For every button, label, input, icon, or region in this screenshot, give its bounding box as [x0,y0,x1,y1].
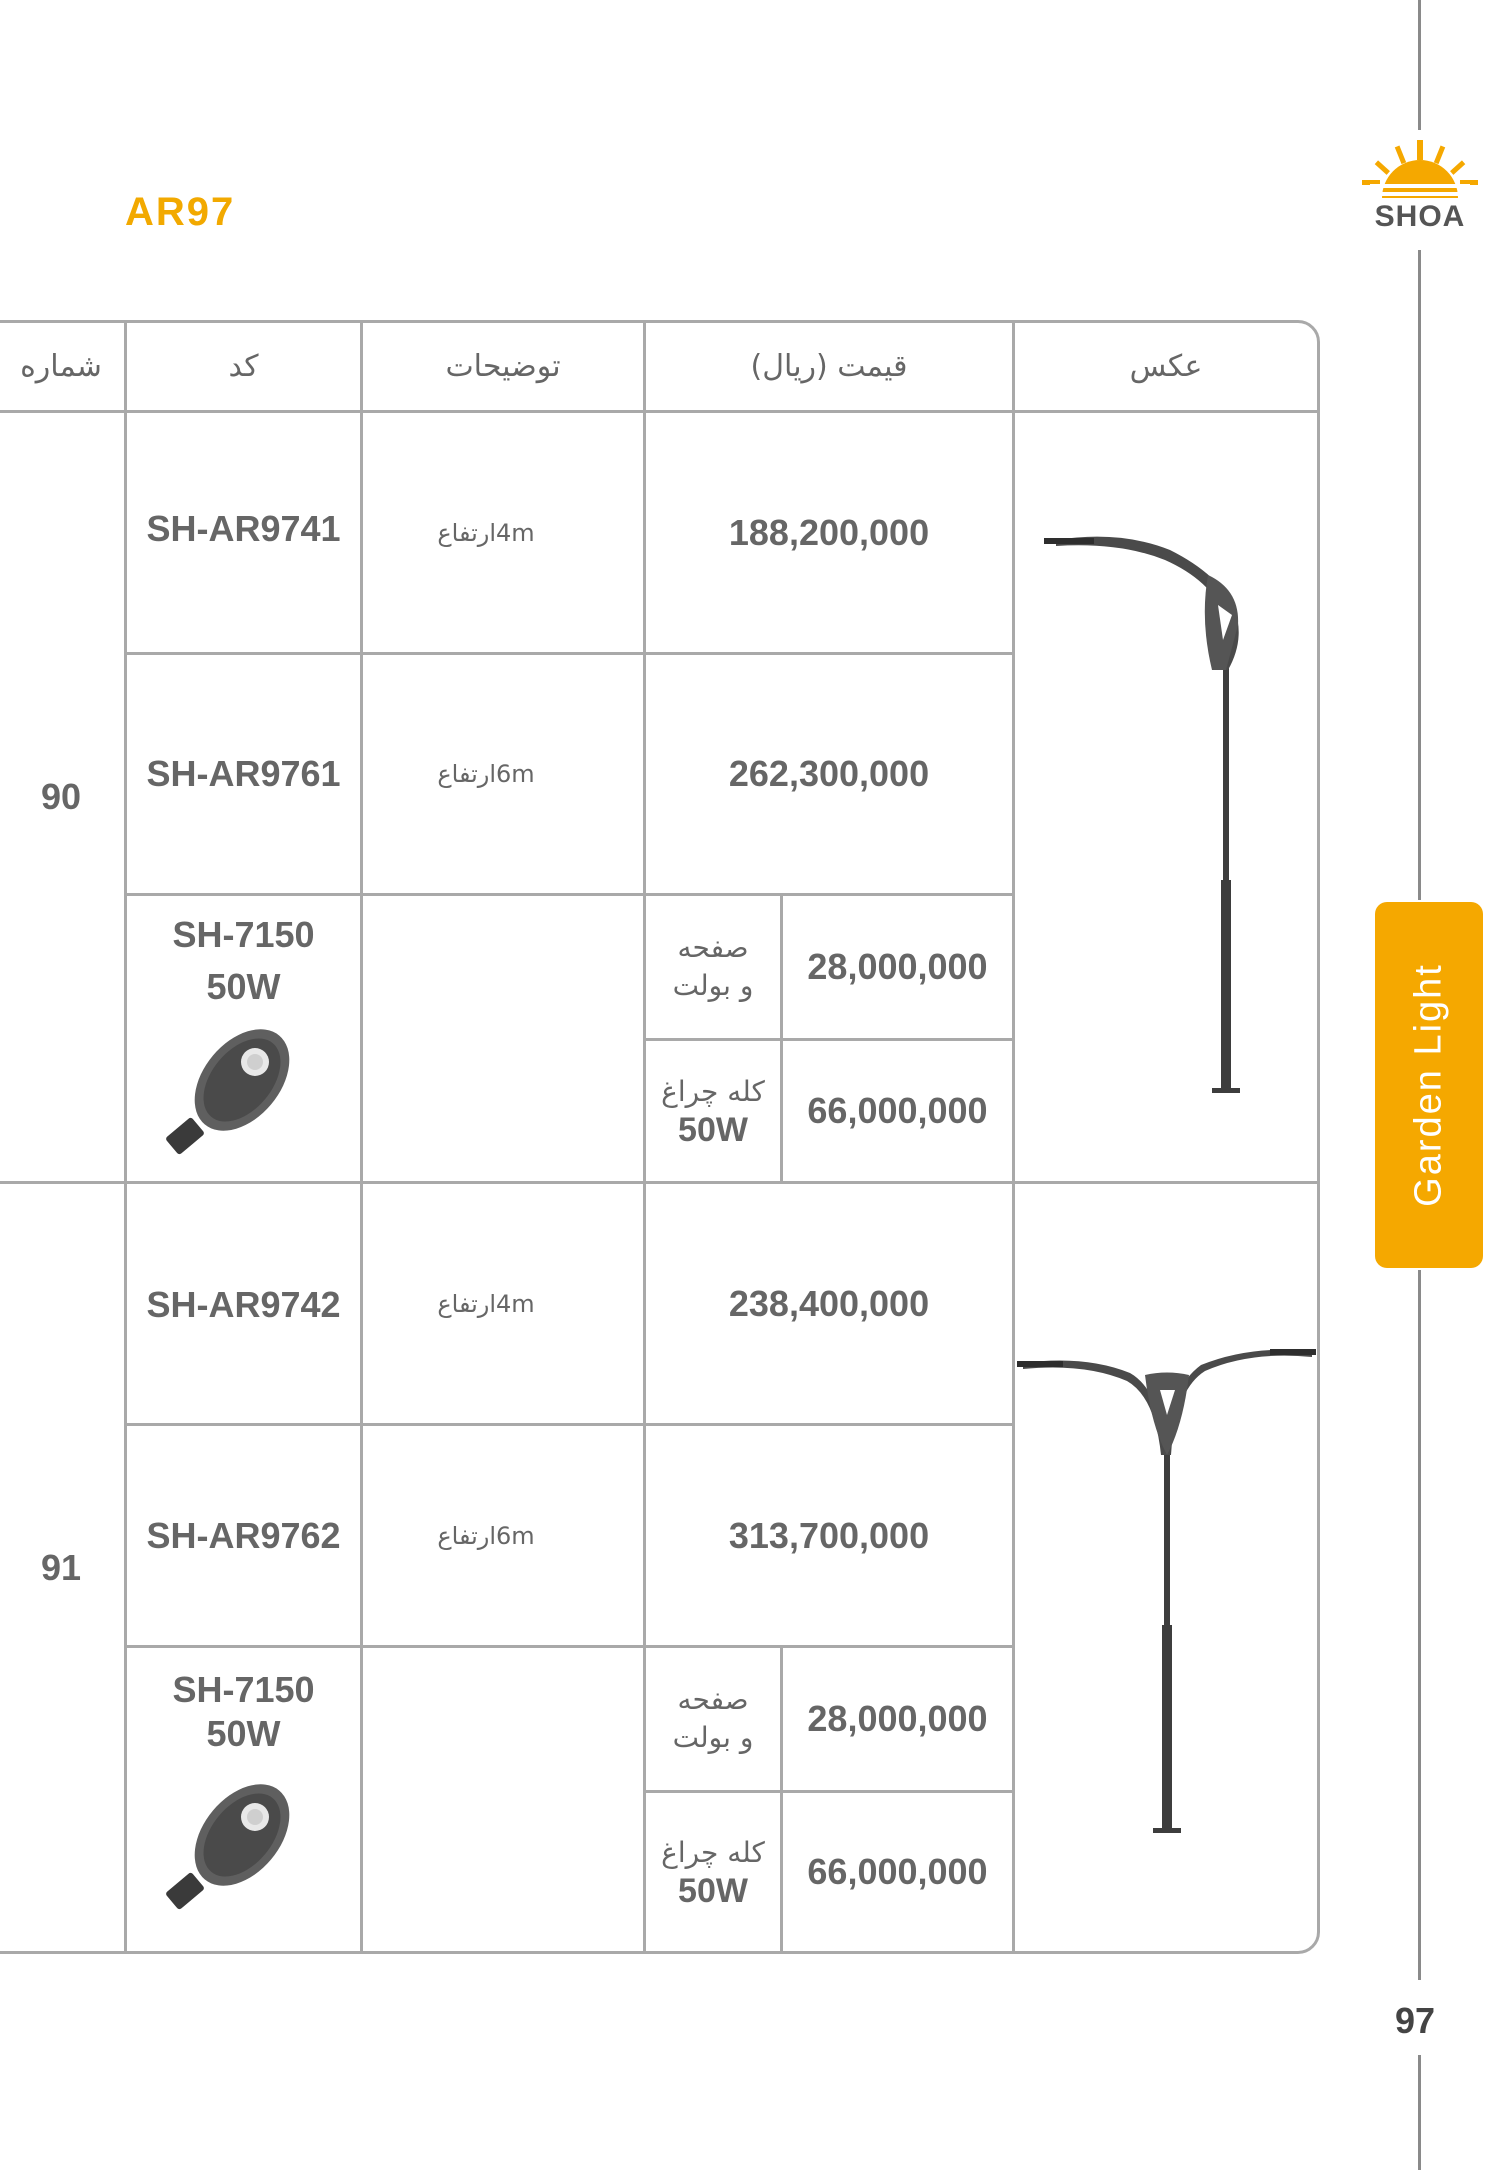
group-number: 91 [40,1547,82,1588]
description-label: ارتفاع [437,1289,497,1318]
lamp-head-power: 50W [206,966,281,1007]
header-number: شماره [20,349,102,384]
shoa-logo [1360,140,1480,240]
lamp-head-image [160,1775,300,1915]
category-tab[interactable] [1375,902,1483,1268]
price: 188,200,000 [728,511,930,553]
lamp-head-label [646,1793,780,1951]
side-divider-line [1418,1270,1421,1980]
sun-icon [1360,140,1480,202]
lamp-head-label-text: کله چراغ [661,1836,765,1869]
description-label: ارتفاع [437,1521,497,1550]
side-divider-line [1418,250,1421,900]
product-code: SH-AR9761 [146,753,341,794]
pole-image-double-arm [1015,1345,1320,1855]
description [363,413,643,652]
group-number: 90 [40,776,82,817]
side-divider-line [1418,0,1421,130]
description-value: 4m [496,518,535,547]
description-value: 4m [496,1289,535,1318]
header-price: قیمت (ریال) [750,349,908,384]
plate-bolt-price: 28,000,000 [807,945,988,987]
price: 313,700,000 [728,1514,930,1556]
lamp-head-price: 66,000,000 [807,1851,988,1892]
header-code: کد [228,349,259,384]
lamp-head-code [127,906,360,1016]
product-code: SH-AR9742 [146,1284,341,1325]
side-divider-line [1418,2055,1421,2170]
price: 262,300,000 [728,753,930,794]
plate-bolt-label [646,1648,780,1790]
plate-bolt-label [646,895,780,1038]
category-tab-label: Garden Light [1407,963,1450,1207]
description-value: 6m [496,1521,535,1550]
price: 238,400,000 [728,1282,930,1324]
plate-bolt-price: 28,000,000 [807,1698,988,1739]
lamp-head-code-text: SH-7150 [172,914,315,955]
lamp-head-code-text: SH-7150 [172,1669,315,1710]
lamp-head-label [646,1041,780,1181]
description [363,1426,643,1645]
pole-image-single-arm [1040,520,1300,1110]
lamp-head-label-power: 50W [678,1872,748,1910]
description-value: 6m [496,760,535,788]
lamp-head-label-power: 50W [678,1111,748,1149]
plate-label-line-2: و بولت [672,968,754,1002]
plate-label-line-2: و بولت [672,1721,754,1754]
description-label: ارتفاع [437,760,497,788]
lamp-head-image [160,1020,300,1160]
description [363,1184,643,1423]
plate-label-line-1: صفحه [677,930,749,964]
plate-label-line-1: صفحه [677,1683,749,1716]
model-title: AR97 [125,190,236,234]
page-number: 97 [1395,2000,1436,2041]
lamp-head-power: 50W [206,1713,281,1754]
product-code: SH-AR9741 [146,508,341,549]
description [363,655,643,893]
description-label: ارتفاع [437,518,497,547]
product-code: SH-AR9762 [146,1514,341,1556]
lamp-head-label-text: کله چراغ [661,1075,765,1108]
lamp-head-code [127,1662,360,1762]
header-photo: عکس [1129,349,1203,384]
header-description: توضیحات [445,349,561,384]
lamp-head-price: 66,000,000 [807,1090,988,1131]
logo-text: SHOA [1374,200,1466,233]
